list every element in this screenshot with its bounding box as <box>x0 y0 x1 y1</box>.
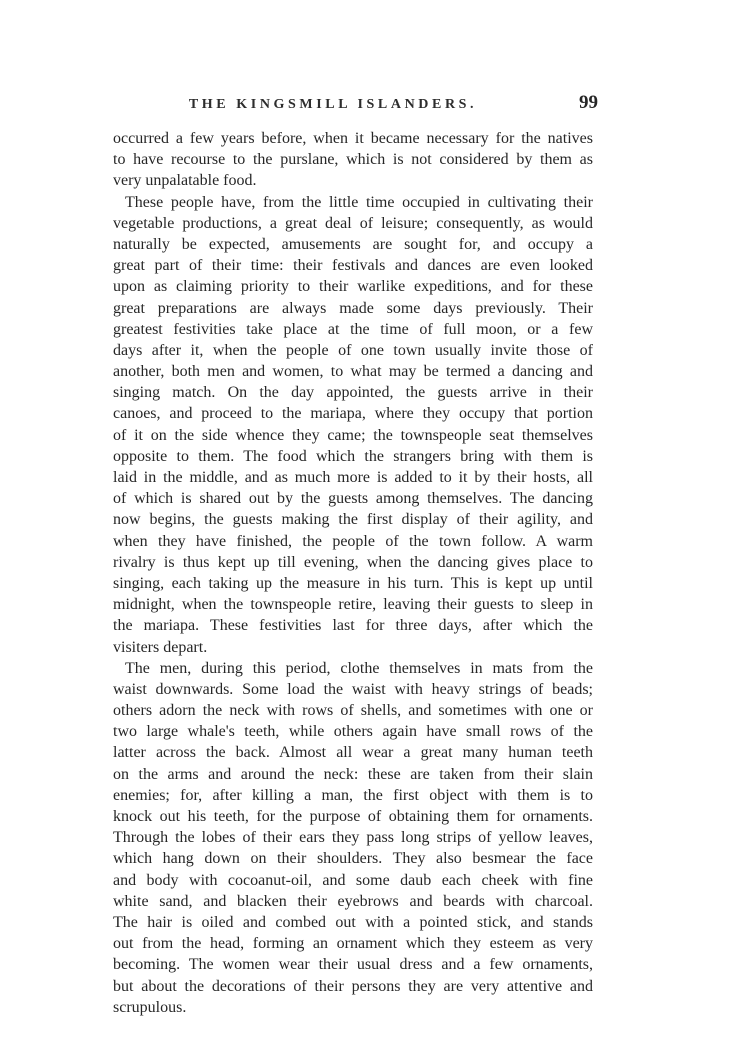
text-line: great part of their time: their festivals and dances are even looked <box>113 257 593 275</box>
text-line: another, both men and women, to what may be termed a dancing and <box>113 363 593 381</box>
text-line: rivalry is thus kept up till evening, when the dancing gives place to <box>113 553 593 571</box>
text-line: of which is shared out by the guests among themselves. The dancing <box>113 490 593 508</box>
text-line: two large whale's teeth, while others again have small rows of the <box>113 723 593 741</box>
text-line: vegetable productions, a great deal of leisure; consequently, as would <box>113 214 593 232</box>
text-line: Through the lobes of their ears they pass long strips of yellow leaves, <box>113 829 593 847</box>
text-line: latter across the back. Almost all wear a great many human teeth <box>113 744 593 762</box>
text-line: greatest festivities take place at the time of full moon, or a few <box>113 320 593 338</box>
text-line: the mariapa. These festivities last for three days, after which the <box>113 617 593 635</box>
running-head <box>118 92 598 116</box>
text-line: These people have, from the little time occupied in cultivating their <box>125 193 593 211</box>
text-line: laid in the middle, and as much more is added to it by their hosts, all <box>113 469 593 486</box>
text-line: now begins, the guests making the first display of their agility, and <box>113 511 593 529</box>
text-line: naturally be expected, amusements are sought for, and occupy a <box>113 235 593 253</box>
text-line: white sand, and blacken their eyebrows and beards with charcoal. <box>113 892 593 910</box>
text-line: when they have finished, the people of the town follow. A warm <box>113 532 593 550</box>
text-line: of it on the side whence they came; the townspeople seat themselves <box>113 426 593 444</box>
text-line: midnight, when the townspeople retire, leaving their guests to sleep in <box>113 596 593 614</box>
text-line: scrupulous. <box>113 998 187 1016</box>
text-line: becoming. The women wear their usual dress and a few ornaments, <box>113 956 593 974</box>
text-line: occurred a few years before, when it became necessary for the natives <box>113 130 593 147</box>
text-line: which hang down on their shoulders. They also besmear the face <box>113 850 593 868</box>
text-line: upon as claiming priority to their warlike expeditions, and for these <box>113 278 593 296</box>
text-line: very unpalatable food. <box>113 172 257 190</box>
text-line: waist downwards. Some load the waist with heavy strings of beads; <box>113 680 593 698</box>
text-line: out from the head, forming an ornament which they esteem as very <box>113 935 593 953</box>
text-line: great preparations are always made some days previously. Their <box>113 299 593 317</box>
text-line: opposite to them. The food which the strangers bring with them is <box>113 447 593 465</box>
text-line: knock out his teeth, for the purpose of obtaining them for ornaments. <box>113 808 593 825</box>
page-number: 99 <box>579 92 598 113</box>
text-line: on the arms and around the neck: these are taken from their slain <box>113 765 593 783</box>
running-head-title: THE KINGSMILL ISLANDERS. <box>188 97 478 112</box>
text-line: and body with cocoanut-oil, and some daub each cheek with fine <box>113 871 593 889</box>
text-line: singing match. On the day appointed, the guests arrive in their <box>113 384 593 402</box>
text-line: to have recourse to the purslane, which is not considered by them as <box>113 151 593 169</box>
text-line: visiters depart. <box>113 638 208 656</box>
body-text <box>113 128 593 1018</box>
text-line: days after it, when the people of one town usually invite those of <box>113 341 593 359</box>
text-line: enemies; for, after killing a man, the first object with them is to <box>113 786 593 804</box>
text-line: others adorn the neck with rows of shells, and sometimes with one or <box>113 702 593 720</box>
text-line: singing, each taking up the measure in his turn. This is kept up until <box>113 574 593 592</box>
text-line: The men, during this period, clothe themselves in mats from the <box>125 659 593 677</box>
text-line: but about the decorations of their persons they are very attentive and <box>113 977 593 995</box>
text-line: canoes, and proceed to the mariapa, where they occupy that portion <box>113 405 593 423</box>
text-line: The hair is oiled and combed out with a pointed stick, and stands <box>113 913 593 931</box>
